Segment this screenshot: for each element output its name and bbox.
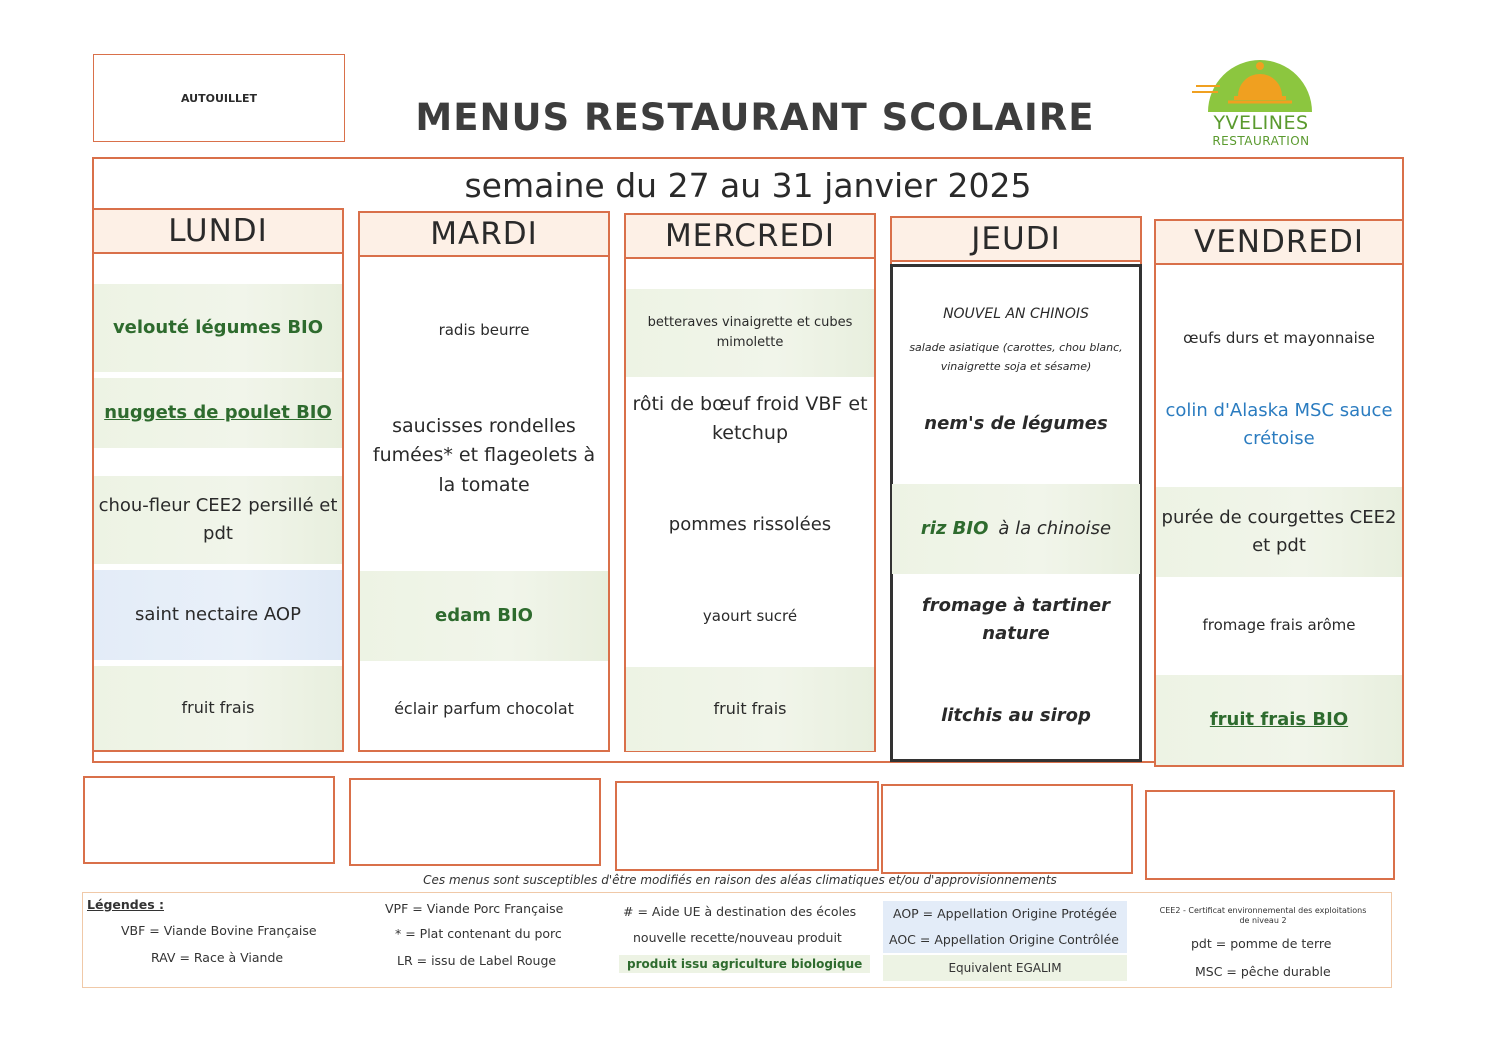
menu-item-dessert: litchis au sirop	[941, 705, 1091, 727]
school-name-box	[93, 54, 345, 142]
menu-item-dessert: fruit frais BIO	[1156, 675, 1402, 765]
menu-item-side: riz BIO à la chinoise	[892, 484, 1140, 574]
day-header: MERCREDI	[624, 213, 876, 259]
day-header: LUNDI	[92, 208, 344, 254]
legend-rav: RAV = Race à Viande	[151, 950, 284, 965]
legend-vbf: VBF = Viande Bovine Française	[121, 923, 317, 938]
menu-item-main: saucisses rondelles fumées* et flageolets à la tomate	[372, 414, 596, 496]
legend-bio: produit issu agriculture biologique	[619, 955, 870, 973]
menu-item-cheese: fromage à tartiner nature	[921, 595, 1111, 644]
menu-item-starter: œufs durs et mayonnaise	[1183, 329, 1375, 348]
legend-lr: LR = issu de Label Rouge	[397, 953, 557, 968]
legend-pdt: pdt = pomme de terre	[1191, 936, 1332, 951]
menu-item-dessert: éclair parfum chocolat	[394, 698, 574, 718]
disclaimer: Ces menus sont susceptibles d'être modifiés en raison des aléas climatiques et/ou d'approvisionnements	[423, 873, 1057, 887]
menu-item-cheese: edam BIO	[360, 571, 608, 661]
legend-title: Légendes :	[87, 897, 164, 912]
menu-item-main: colin d'Alaska MSC sauce crétoise	[1165, 400, 1393, 449]
menu-item-dairy: yaourt sucré	[702, 607, 798, 626]
menu-item-cheese: saint nectaire AOP	[94, 570, 342, 660]
menu-item-dairy: fromage frais arôme	[1202, 616, 1356, 635]
empty-cell	[349, 778, 601, 866]
menu-item-side: chou-fleur CEE2 persillé et pdt	[94, 476, 342, 564]
empty-cell	[881, 784, 1133, 874]
menu-item-starter: salade asiatique (carottes, chou blanc, vinaigrette soja et sésame)	[909, 341, 1123, 373]
logo-line2: RESTAURATION	[1212, 134, 1310, 148]
day-column-mardi	[358, 211, 610, 752]
day-column-mercredi	[624, 213, 876, 752]
legend-box	[82, 892, 1392, 988]
day-column-jeudi	[890, 216, 1142, 762]
menu-item-dessert: fruit frais	[626, 667, 874, 751]
menu-item-dessert: fruit frais	[94, 666, 342, 750]
legend-hash: # = Aide UE à destination des écoles	[623, 904, 857, 919]
menu-item-side: purée de courgettes CEE2 et pdt	[1156, 487, 1402, 577]
special-event-label: NOUVEL AN CHINOIS	[943, 306, 1089, 323]
legend-cee2: CEE2 - Certificat environnemental des exploitations de niveau 2	[1159, 906, 1367, 925]
page-title: MENUS RESTAURANT SCOLAIRE	[415, 96, 1095, 139]
menu-item-main: nem's de légumes	[924, 413, 1108, 435]
legend-star: * = Plat contenant du porc	[395, 926, 562, 941]
legend-msc: MSC = pêche durable	[1195, 964, 1331, 979]
school-name: AUTOUILLET	[180, 91, 258, 105]
empty-cell	[83, 776, 335, 864]
day-header: VENDREDI	[1154, 219, 1404, 265]
empty-cell	[615, 781, 879, 871]
legend-vpf: VPF = Viande Porc Française	[385, 901, 564, 916]
day-column-vendredi	[1154, 219, 1404, 767]
menu-item-main: rôti de bœuf froid VBF et ketchup	[632, 392, 868, 444]
menu-item-starter: velouté légumes BIO	[94, 284, 342, 372]
legend-egalim: Equivalent EGALIM	[883, 955, 1127, 981]
menu-item-side: pommes rissolées	[668, 514, 832, 536]
legend-new-recipe: nouvelle recette/nouveau produit	[633, 930, 842, 945]
day-header: JEUDI	[890, 216, 1142, 262]
legend-aop: AOP = Appellation Origine Protégée	[893, 906, 1117, 921]
week-title: semaine du 27 au 31 janvier 2025	[464, 166, 1032, 205]
menu-item-starter: betteraves vinaigrette et cubes mimolette	[626, 289, 874, 377]
menu-item-main: nuggets de poulet BIO	[94, 378, 342, 448]
day-header: MARDI	[358, 211, 610, 257]
day-column-lundi	[92, 208, 344, 752]
empty-cell	[1145, 790, 1395, 880]
legend-aoc: AOC = Appellation Origine Contrôlée	[889, 932, 1119, 947]
menu-item-starter: radis beurre	[438, 321, 530, 340]
logo-line1: YVELINES	[1213, 112, 1309, 134]
